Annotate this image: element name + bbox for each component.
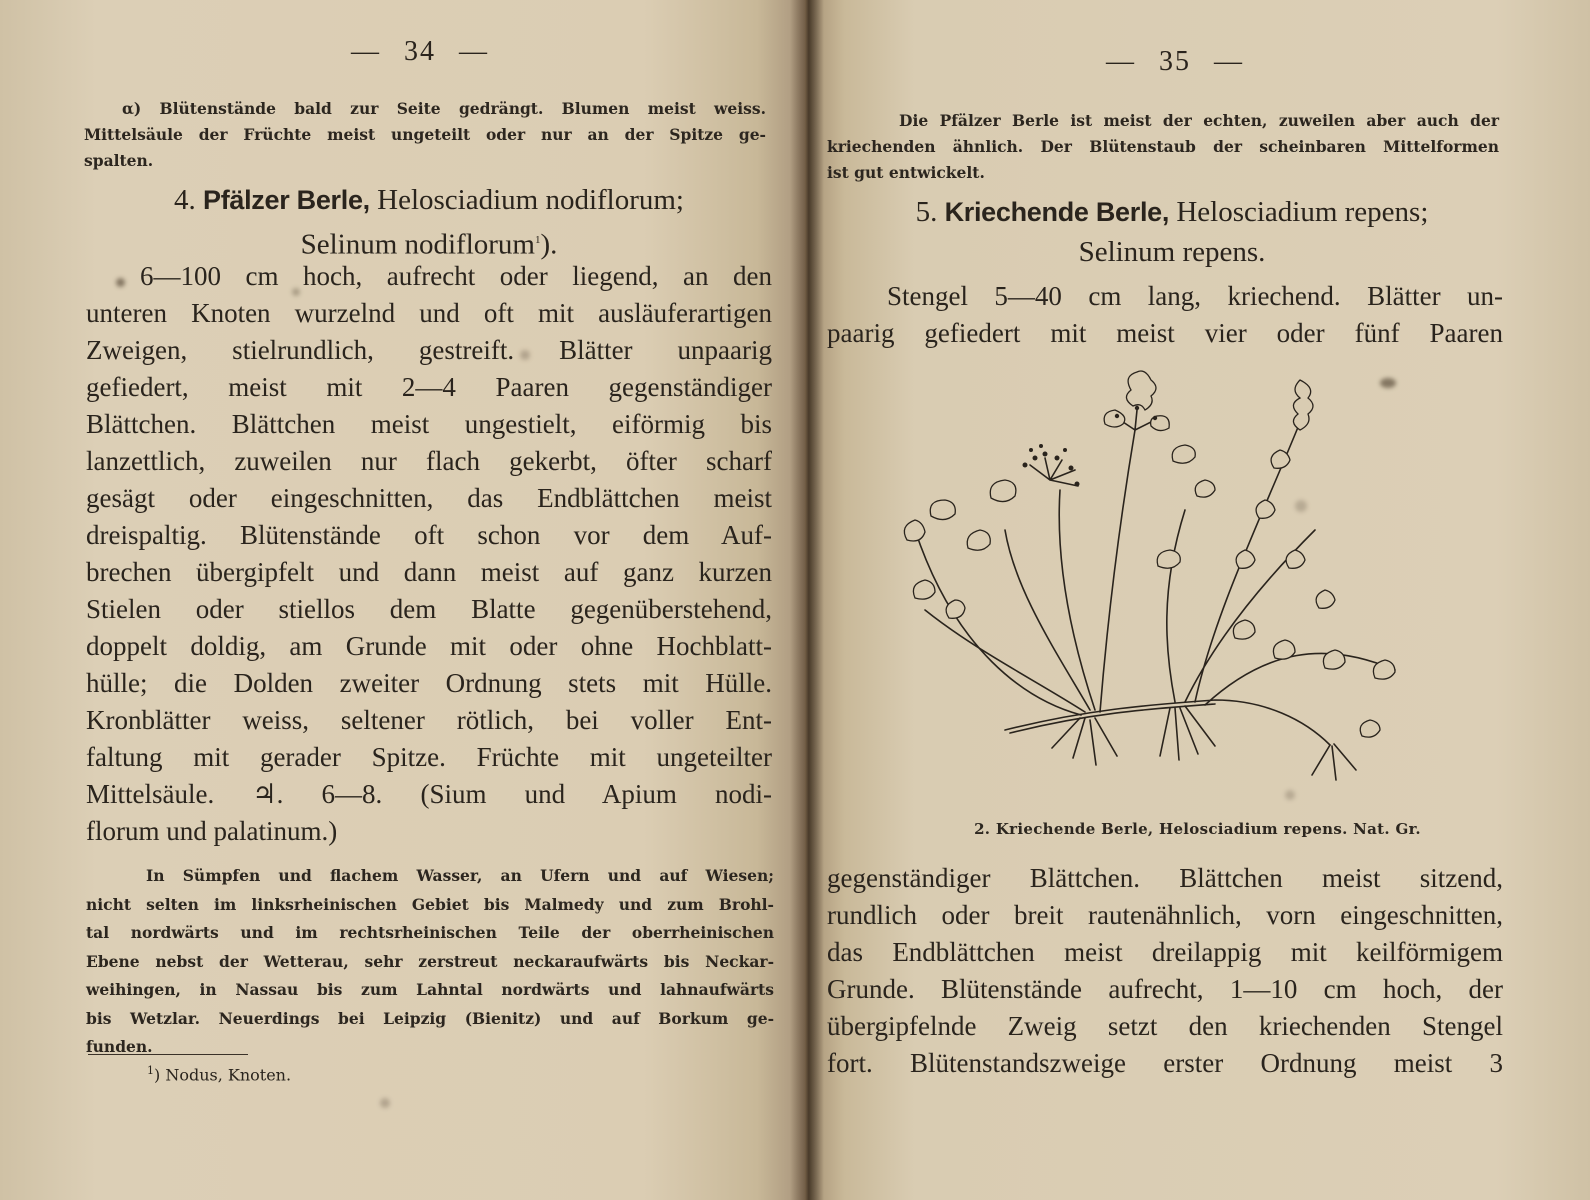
text-line: α) Blütenstände bald zur Seite gedrängt. Blumen meist weiss.	[122, 99, 766, 118]
right-page	[805, 0, 1590, 1200]
text-line: ist gut entwickelt.	[827, 163, 985, 182]
plant-illustration	[885, 350, 1445, 810]
page-number: — 34 —	[351, 36, 489, 67]
leaflet	[1104, 410, 1125, 427]
description-paragraph	[86, 258, 772, 850]
page-number: — 35 —	[1106, 46, 1244, 77]
stain	[292, 288, 300, 296]
text-line: Blättchen. Blättchen meist ungestielt, eiförmig bis	[86, 409, 772, 439]
leaflet	[904, 520, 925, 541]
text-line: nicht selten im linksrheinischen Gebiet bis Malmedy und zum Brohl-	[86, 894, 774, 914]
leaflet	[1256, 500, 1275, 518]
text-line: fort. Blütenstandszweige erster Ordnung meist 3	[827, 1048, 1503, 1078]
upright-stem	[1205, 653, 1395, 705]
leaflet	[1157, 550, 1180, 568]
text-line: gesägt oder eingeschnitten, das Endblättchen meist	[86, 483, 772, 513]
leaflet	[1273, 640, 1295, 659]
leaflet	[1233, 620, 1255, 639]
text-line: dreispaltig. Blütenstände oft schon vor dem Auf-	[86, 520, 772, 550]
heading-synonym: Selinum repens.	[1078, 236, 1266, 268]
text-line: Mittelsäule. ♃. 6—8. (Sium und Apium nodi-	[86, 779, 772, 809]
text-line: rundlich oder breit rautenähnlich, vorn eingeschnitten,	[827, 900, 1503, 930]
footnote-divider	[88, 1054, 248, 1055]
figure-caption: 2. Kriechende Berle, Helosciadium repens. Nat. Gr.	[974, 820, 1421, 838]
leaflet	[1360, 720, 1380, 737]
text-line: Mittelsäule der Früchte meist ungeteilt oder nur an der Spitze ge-	[84, 125, 766, 144]
leaflet	[990, 480, 1016, 502]
text-line: Ebene nebst der Wetterau, sehr zerstreut neckaraufwärts bis Neckar-	[86, 951, 774, 971]
text-line: Stielen oder stiellos dem Blatte gegenüberstehend,	[86, 594, 772, 624]
umbel	[1030, 458, 1078, 486]
text-line: gegenständiger Blättchen. Blättchen meist sitzend,	[827, 863, 1503, 893]
leaflet	[930, 500, 955, 520]
text-line: spalten.	[84, 151, 154, 170]
leaflet	[1195, 480, 1215, 497]
leaflet	[1293, 380, 1313, 430]
text-line: funden.	[86, 1037, 153, 1056]
leaflet	[1126, 371, 1156, 410]
text-line: unteren Knoten wurzelnd und oft mit ausläuferartigen	[86, 298, 772, 328]
heading-number: 5.	[915, 196, 938, 228]
text-line: Stengel 5—40 cm lang, kriechend. Blätter un-	[887, 281, 1503, 311]
text-line: tal nordwärts und im rechtsrheinischen Teile der oberrheinischen	[86, 923, 774, 942]
text-line: weihingen, in Nassau bis zum Lahntal nordwärts und lahnaufwärts	[86, 980, 774, 999]
text-line: übergipfelnde Zweig setzt den kriechenden Stengel	[827, 1011, 1503, 1041]
intro-paragraph	[827, 108, 1499, 186]
text-line: In Sümpfen und flachem Wasser, an Ufern und auf Wiesen;	[146, 866, 774, 885]
stain	[380, 1098, 390, 1108]
heading-latin: Helosciadium nodiflorum;	[377, 184, 684, 216]
intro-paragraph	[84, 96, 766, 174]
stain	[116, 278, 125, 287]
stain	[1285, 790, 1295, 800]
stain	[520, 350, 530, 360]
text-line: brechen übergipfelt und dann meist auf ganz kurzen	[86, 557, 772, 587]
heading-latin: Helosciadium repens;	[1176, 196, 1429, 228]
text-line: bis Wetzlar. Neuerdings bei Leipzig (Bienitz) und auf Borkum ge-	[86, 1008, 774, 1028]
leaflet	[1286, 550, 1305, 568]
text-line: das Endblättchen meist dreilappig mit keilförmigem	[827, 937, 1503, 967]
text-line: Zweigen, stielrundlich, gestreift. Blätter unpaarig	[86, 335, 772, 365]
heading-name: Pfälzer Berle,	[202, 185, 370, 215]
leaflet	[946, 600, 965, 618]
description-paragraph-bottom	[827, 860, 1503, 1082]
text-line: paarig gefiedert mit meist vier oder fünf Paaren	[827, 318, 1503, 348]
leaflet	[967, 530, 990, 550]
root-cluster	[1312, 744, 1356, 780]
leaflet	[1172, 445, 1195, 463]
habitat-paragraph	[86, 862, 774, 1062]
heading-synonym: Selinum nodiflorum	[300, 228, 535, 261]
text-line: florum und palatinum.)	[86, 816, 338, 846]
leaflet	[1236, 550, 1255, 568]
text-line: Grunde. Blütenstände aufrecht, 1—10 cm hoch, der	[827, 974, 1503, 1004]
stain	[1380, 378, 1396, 388]
description-paragraph-top	[827, 278, 1503, 352]
upright-stem	[1059, 490, 1095, 710]
footnote	[147, 1064, 291, 1084]
text-line: lanzettlich, zuweilen nur flach gekerbt, öfter scharf	[86, 446, 772, 476]
stain	[1295, 500, 1307, 512]
upright-stem	[1167, 510, 1185, 702]
footnote-marker: 1	[535, 234, 541, 246]
leaflet	[913, 580, 935, 599]
species-heading	[84, 180, 774, 265]
species-heading	[827, 192, 1517, 272]
heading-number: 4.	[173, 184, 196, 216]
text-line: Die Pfälzer Berle ist meist der echten, zuweilen aber auch der	[899, 111, 1499, 130]
heading-name: Kriechende Berle,	[944, 197, 1170, 227]
upright-stem	[915, 530, 1081, 715]
text-line: 6—100 cm hoch, aufrecht oder liegend, an den	[140, 261, 772, 291]
root-cluster	[1052, 718, 1117, 765]
upright-stem	[1005, 530, 1090, 710]
root-cluster	[1160, 706, 1215, 760]
text-line: gefiedert, meist mit 2—4 Paaren gegenständiger	[86, 372, 772, 402]
heading-synonym-end: ).	[540, 228, 558, 261]
footnote-marker: 1	[147, 1064, 154, 1077]
text-line: kriechenden ähnlich. Der Blütenstaub der scheinbaren Mittelformen	[827, 137, 1499, 156]
text-line: Kronblätter weiss, seltener rötlich, bei voller Ent-	[86, 705, 772, 735]
text-line: faltung mit gerader Spitze. Früchte mit ungeteilter	[86, 742, 772, 772]
footnote-text: ) Nodus, Knoten.	[154, 1065, 292, 1085]
text-line: hülle; die Dolden zweiter Ordnung stets mit Hülle.	[86, 668, 772, 698]
upright-stem	[1100, 430, 1135, 712]
leaflet	[1316, 590, 1335, 608]
text-line: doppelt doldig, am Grunde mit oder ohne Hochblatt-	[86, 631, 772, 661]
